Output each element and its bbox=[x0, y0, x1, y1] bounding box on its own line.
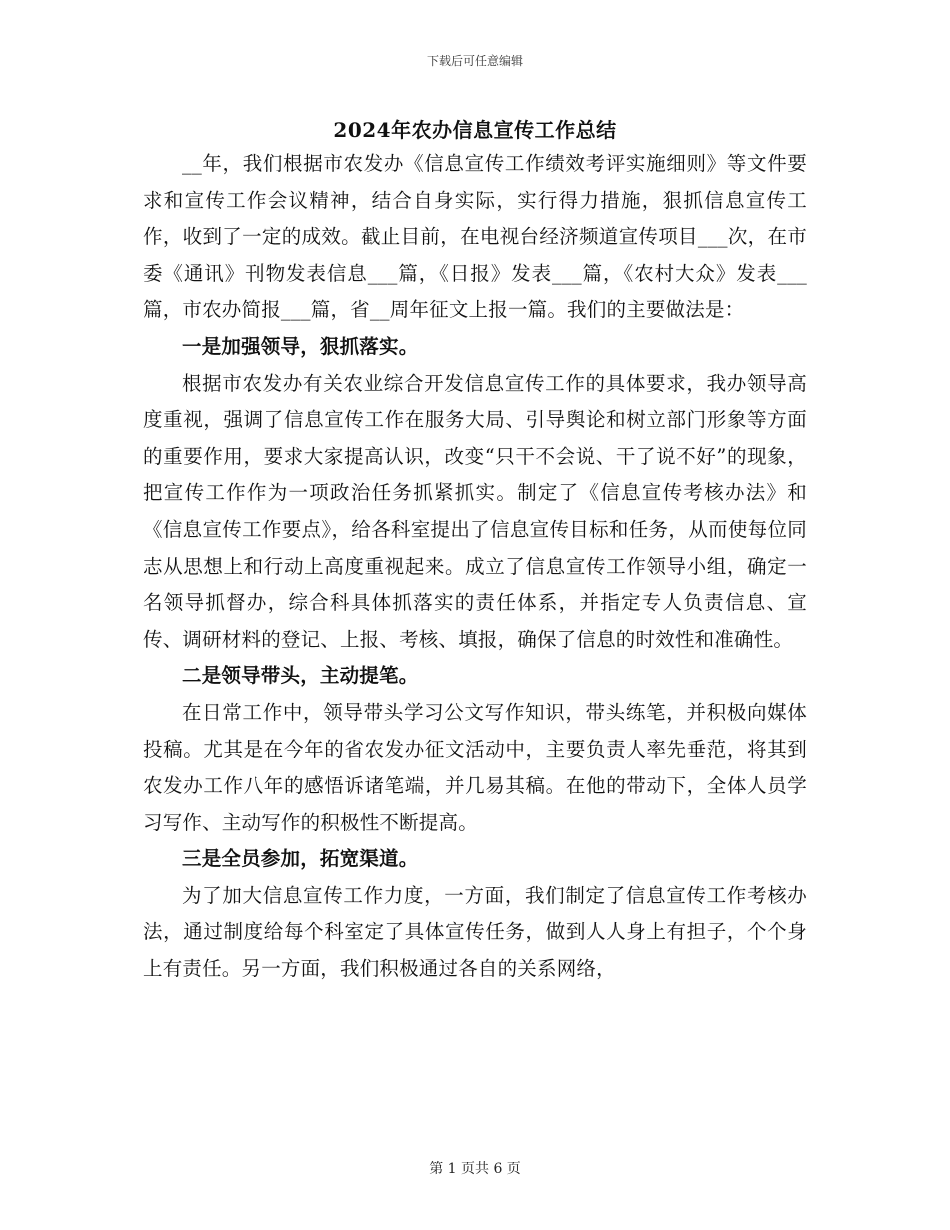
paragraph-intro: __年，我们根据市农发办《信息宣传工作绩效考评实施细则》等文件要求和宣传工作会议精神，结合自身实际，实行得力措施，狠抓信息宣传工作，收到了一定的成效。截止目前，在电视台经济频道宣传项目___次，在市委《通讯》刊物发表信息___篇，《日报》发表___篇，《农村大众》发表___篇，市农办简报___篇，省__周年征文上报一篇。我们的主要做法是： bbox=[143, 152, 807, 322]
section-heading-2: 二是领导带头，主动提笔。 bbox=[182, 664, 419, 688]
paragraph-section-2: 在日常工作中，领导带头学习公文写作知识，带头练笔，并积极向媒体投稿。尤其是在今年的省农发办征文活动中，主要负责人率先垂范，将其到农发办工作八年的感悟诉诸笔端，并几易其稿。在他的带动下，全体人员学习写作、主动写作的积极性不断提高。 bbox=[143, 700, 807, 834]
download-note: 下载后可任意编辑 bbox=[426, 54, 523, 68]
paragraph-section-3: 为了加大信息宣传工作力度，一方面，我们制定了信息宣传工作考核办法，通过制度给每个科室定了具体宣传任务，做到人人身上有担子，个个身上有责任。另一方面，我们积极通过各自的关系网络， bbox=[143, 883, 807, 981]
page-number: 第 1 页共 6 页 bbox=[429, 1161, 521, 1177]
paragraph-section-1: 根据市农发办有关农业综合开发信息宣传工作的具体要求，我办领导高度重视，强调了信息宣传工作在服务大局、引导舆论和树立部门形象等方面的重要作用，要求大家提高认识，改变“只干不会说、干了说不好”的现象，把宣传工作作为一项政治任务抓紧抓实。制定了《信息宣传考核办法》和《信息宣传工作要点》，给各科室提出了信息宣传目标和任务，从而使每位同志从思想上和行动上高度重视起来。成立了信息宣传工作领导小组，确定一名领导抓督办，综合科具体抓落实的责任体系，并指定专人负责信息、宣传、调研材料的登记、上报、考核、填报，确保了信息的时效性和准确性。 bbox=[143, 371, 807, 651]
document-body bbox=[143, 146, 807, 988]
section-heading-3: 三是全员参加，拓宽渠道。 bbox=[182, 847, 419, 871]
document-title: 2024年农办信息宣传工作总结 bbox=[333, 118, 617, 142]
section-heading-1: 一是加强领导，狠抓落实。 bbox=[182, 334, 419, 358]
